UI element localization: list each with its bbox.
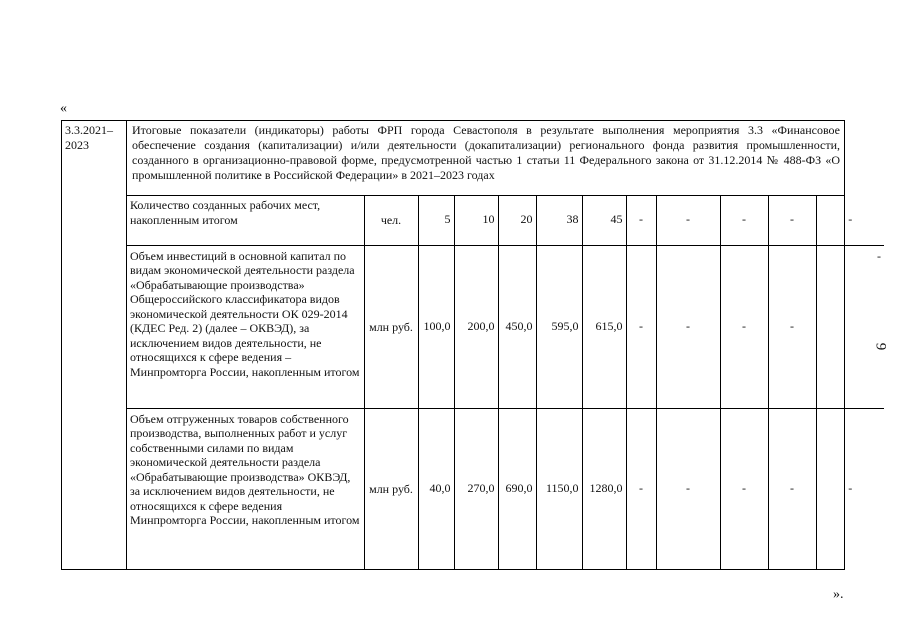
indicator-label: Объем отгруженных товаров собственного производства, выполненных работ и услуг собственными силами по видам экономической деятельности раздела «Обрабатывающие производства» ОКВЭД, за исключением видов деятельности, не относящихся к сфере ведения Минпромторга России, накопленным итогом <box>126 408 364 569</box>
value-cell: - <box>720 245 768 408</box>
value-cell: - <box>720 195 768 245</box>
indicators-table <box>126 195 884 569</box>
table-row <box>126 195 884 245</box>
value-cell: 270,0 <box>454 408 498 569</box>
value-cell: 20 <box>498 195 536 245</box>
value-cell: 615,0 <box>582 245 626 408</box>
value-cell: 40,0 <box>418 408 454 569</box>
unit-cell: млн руб. <box>364 245 418 408</box>
value-cell: 200,0 <box>454 245 498 408</box>
value-cell: - <box>656 245 720 408</box>
indicator-label: Количество созданных рабочих мест, накопленным итогом <box>126 195 364 245</box>
value-cell: 45 <box>582 195 626 245</box>
indicator-label: Объем инвестиций в основной капитал по видам экономической деятельности раздела «Обрабатывающие производства» Общероссийского классификатора видов экономической деятельности ОК 029-2014 (КДЕС Ред. 2) (далее – ОКВЭД), за исключением видов деятельности, не относящихся к сфере ведения – Минпромторга России, накопленным итогом <box>126 245 364 408</box>
value-cell: - <box>816 195 884 245</box>
closing-quote: ». <box>833 587 844 602</box>
section-header: Итоговые показатели (индикаторы) работы ФРП города Севастополя в результате выполнения мероприятия 3.3 «Финансовое обеспечение создания (капитализации) и/или деятельности (докапитализации) регионального фонда развития промышленности, созданного в организационно-правовой форме, предусмотренной частью 1 статьи 11 Федерального закона от 31.12.2014 № 488-ФЗ «О промышленной политике в Российской Федерации» в 2021–2023 годах <box>132 123 840 182</box>
value-cell: - <box>816 245 884 408</box>
code-column <box>61 120 127 570</box>
value-cell: 100,0 <box>418 245 454 408</box>
item-code-text: 3.3.2021– 2023 <box>65 123 113 152</box>
table-row <box>126 245 884 408</box>
value-cell: - <box>768 245 816 408</box>
opening-quote: « <box>60 101 67 116</box>
value-cell: - <box>626 245 656 408</box>
value-cell: - <box>656 195 720 245</box>
value-cell: 1280,0 <box>582 408 626 569</box>
value-cell: 10 <box>454 195 498 245</box>
value-cell: - <box>768 195 816 245</box>
value-cell: 1150,0 <box>536 408 582 569</box>
value-cell: 5 <box>418 195 454 245</box>
table-top-border <box>61 120 844 121</box>
item-code <box>65 123 125 152</box>
value-cell: 595,0 <box>536 245 582 408</box>
value-cell: 690,0 <box>498 408 536 569</box>
value-cell: - <box>656 408 720 569</box>
unit-cell: млн руб. <box>364 408 418 569</box>
value-cell: - <box>816 408 884 569</box>
table-row <box>126 408 884 569</box>
table-bottom-border <box>61 569 845 570</box>
value-cell: 450,0 <box>498 245 536 408</box>
value-cell: 38 <box>536 195 582 245</box>
value-cell: - <box>626 195 656 245</box>
value-cell: - <box>768 408 816 569</box>
value-cell: - <box>626 408 656 569</box>
page-number: 9 <box>872 342 889 351</box>
unit-cell: чел. <box>364 195 418 245</box>
value-cell: - <box>720 408 768 569</box>
